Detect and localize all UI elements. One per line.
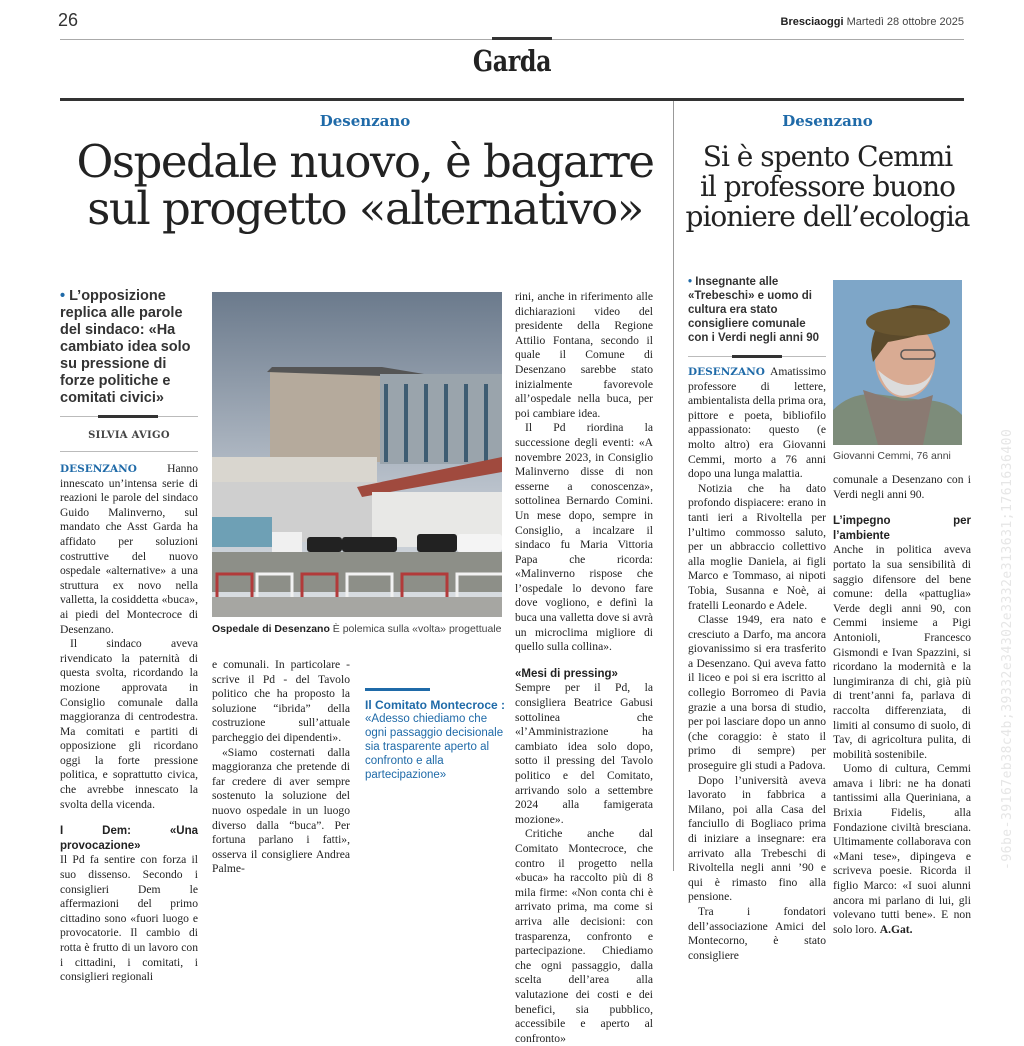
portrait-illustration <box>833 280 962 445</box>
author-signature: A.Gat. <box>879 922 913 936</box>
hospital-photo <box>212 292 502 617</box>
main-headline-line: Ospedale nuovo, è bagarre <box>76 135 654 188</box>
byline-rule-bottom <box>60 451 198 452</box>
main-summary-text: L’opposizione replica alle parole del sindaco: «Ha cambiato idea solo su pressione di forze politiche e comitati civici» <box>60 288 191 406</box>
caption-text: È polemica sulla «volta» progettuale <box>332 623 502 635</box>
byline-rule-accent <box>98 415 158 418</box>
main-summary <box>60 288 200 407</box>
masthead <box>781 16 964 28</box>
paragraph: «Siamo costernati dalla maggioranza che pretende di far credere di aver sempre sostenuto la soluzione del nuovo ospedale in un luogo diverso dalla “buca”. Per fortuna parlano i fatti», osserva il consigliere Andrea Palme- <box>212 745 350 876</box>
hospital-photo-caption <box>212 623 512 635</box>
paragraph: Dopo l’università aveva lavorato in fabbrica a Milano, poi alla Casa del fanciullo di Bogliaco prima di iniziare a insegnare: era arrivato alla Trebeschi di Rivoltella negli anni ’90 e qui è rimasto fino alla pensione. <box>688 773 826 904</box>
paragraph: Tra i fondatori dell’associazione Amici del Montecorno, è stato consigliere <box>688 904 826 962</box>
paragraph: Il Pd fa sentire con forza il suo dissenso. Secondo i consiglieri Dem le affermazioni del primo cittadino sono «fuori luogo e provocatorie. Il cambio di rotta è frutto di un lavoro con i cittadini, i comitati, i consiglieri regionali <box>60 853 198 984</box>
paragraph: Hanno innescato un’intensa serie di reazioni le parole del sindaco Guido Malinverno, sul mandato che Asst Garda ha affidato per soluzioni costruttive del nuovo ospedale «alternative» a una struttura ex novo nella valletta, la cosiddetta «buca», ai piedi del Montecroce di Desenzano. <box>60 462 198 636</box>
side-headline <box>680 142 975 233</box>
bullet-icon: • <box>60 288 66 304</box>
side-summary-text: Insegnante alle «Trebeschi» e uomo di cultura era stato consigliere comunale con i Verdi negli anni 90 <box>688 276 820 344</box>
subheading: I Dem: «Una provocazione» <box>60 825 198 852</box>
paragraph: Critiche anche dal Comitato Montecroce, che contro il progetto nella «buca» ha raccolto più di 8 mila firme: «Non conta chi è arrivato prima, ma come si arriva alle decisioni: con trasparenza, confronto e partecipazione. Chiediamo che ogni passaggio, dalla scelta dell’area alla valutazione dei costi e dei benefici, sia pubblico, accessibile e aperto al confronto» <box>515 827 653 1045</box>
byline: SILVIA AVIGO <box>88 430 170 441</box>
bullet-icon: • <box>688 276 693 288</box>
paragraph: Amatissimo professore di lettere, ambientalista della prima ora, pittore e poeta, bibliofilo appassionato: questo (e molto altro) era Giovanni Cemmi, morto a 76 anni dopo una lunga malattia. <box>688 365 826 481</box>
subheading: L’impegno per l’ambiente <box>833 515 971 542</box>
portrait-photo <box>833 280 962 445</box>
dateline: DESENZANO <box>60 463 137 475</box>
paragraph: Notizia che ha dato profondo dispiacere: erano in tanti ieri a Rivoltella per l’ultimo commosso saluto, per un abbraccio collettivo alla moglie Daniela, ai figli Marco e Tommaso, ai nipoti Tobia, Susanna e Noè, ai fratelli Leonardo e Adele. <box>688 481 826 612</box>
side-headline-line: Si è spento Cemmi <box>702 140 953 173</box>
summary-rule-accent <box>732 355 782 358</box>
main-headline-line: sul progetto «alternativo» <box>87 182 643 236</box>
main-kicker: Desenzano <box>319 112 411 130</box>
paragraph: Sempre per il Pd, la consigliera Beatrice Gabusi sottolinea che «l’Amministrazione ha cambiato idea solo dopo, sotto il pressing del Tavolo politico e del Comitato, arrivando solo a settembre 2024 alla famigerata mozione». <box>515 681 653 826</box>
paragraph: Classe 1949, era nato e cresciuto a Darfo, ma ancora giovanissimo si era trasferito a Desenzano. Qui aveva fatto il liceo e poi si era iscritto al collegio Borromeo di Pavia grazie a una borsa di studio, per poi lasciare dopo un anno (che coraggio: è stato il primo di sempre) per proseguire gli studi a Padova. <box>688 613 826 773</box>
side-summary <box>688 275 828 345</box>
subheading: «Mesi di pressing» <box>515 667 618 680</box>
paragraph: Il Pd riordina la successione degli eventi: «A novembre 2023, in Consiglio Malinverno disse di non esserne a conoscenza», sottolinea Bernardo Comini. Un mese dopo, sempre in Consiglio, a incalzare il sindaco fu Maria Vittoria Papa che ricorda: «Malinverno rispose che l’ospedale lo devono fare dove vogliono, e definì la buca una valletta dove si avrà un microclima migliore di quello sulla collina». <box>515 421 653 654</box>
main-column-2 <box>212 658 350 877</box>
caption-title: Ospedale di Desenzano <box>212 623 330 635</box>
side-kicker: Desenzano <box>782 112 873 130</box>
paragraph: Il sindaco aveva rivendicato la paternità di questa svolta, ricordando la mozione approvata in Consiglio comunale dalla maggioranza di centrodestra. Ma comitati e partiti di opposizione gli ricordano oggi la forte pressione politica, e soprattutto civica, che avrebbe innescato la svolta della vicenda. <box>60 637 198 811</box>
main-column-1 <box>60 462 198 985</box>
side-column-2 <box>833 473 971 937</box>
issue-date: Martedì 28 ottobre 2025 <box>846 16 964 28</box>
page-number: 26 <box>58 10 79 30</box>
newspaper-name: Bresciaoggi <box>780 16 844 28</box>
side-headline-line: il professore buono <box>699 170 956 204</box>
header-rule-accent <box>492 37 552 40</box>
paragraph: rini, anche in riferimento alle dichiarazioni video del presidente della Regione Attilio Fontana, secondo il quale il Comune di Desenzano sarebbe stato inizialmente favorevole all’ospedale nella buca, per poi cambiare idea. <box>515 290 653 420</box>
paragraph: e comunali. In particolare - scrive il Pd - del Tavolo politico che ha proposto la soluzione “ibrida” della costruzione sull’attuale parcheggio dei dipendenti». <box>212 658 350 744</box>
quote-rule <box>365 688 430 691</box>
paragraph: comunale a Desenzano con i Verdi negli anni 90. <box>833 473 971 501</box>
quote-text: «Adesso chiediamo che ogni passaggio decisionale sia trasparente aperto al confronto e alla partecipazione» <box>365 713 504 781</box>
section-title: Garda <box>472 44 552 78</box>
main-headline <box>60 135 670 236</box>
side-column-1 <box>688 365 826 963</box>
section-rule <box>60 98 964 101</box>
watermark: -96be-39167eb38c4b;39332e34302e3332e313631;1761636400 <box>1000 428 1015 870</box>
column-divider <box>673 101 674 871</box>
paragraph: Anche in politica aveva portato la sua sensibilità di saggio difensore del bene comune: della «pattuglia» Verde degli anni 90, con Cemmi insieme a Pigi Antonioli, Francesco Gismondi e Ivan Spazzini, si ricordano la modernità e la lungimiranza di chi, già più di trent’anni fa, parlava di raccolta differenziata, di limiti al consumo di suolo, di Tav, di agricoltura pulita, di mobilità sostenibile. <box>833 543 971 761</box>
quote-title: Il Comitato Montecroce : <box>365 698 506 712</box>
dateline: DESENZANO <box>688 366 765 378</box>
side-headline-line: pioniere dell’ecologia <box>685 200 970 234</box>
paragraph: Uomo di cultura, Cemmi amava i libri: ne ha donati tantissimi alla Queriniana, a Brixia Fidelis, alla Fondazione civiltà bresciana. Ultimamente collaborava con «Mani tese», dipingeva e scriveva poesie. Ricorda il figlio Marco: «I suoi alunni ancora mi parlano di lui, gli volevano tutti bene». E non solo loro. <box>833 762 971 936</box>
quote-box <box>365 688 505 782</box>
portrait-caption: Giovanni Cemmi, 76 anni <box>833 450 951 462</box>
hospital-photo-illustration <box>212 292 502 617</box>
main-column-3 <box>515 290 653 1046</box>
